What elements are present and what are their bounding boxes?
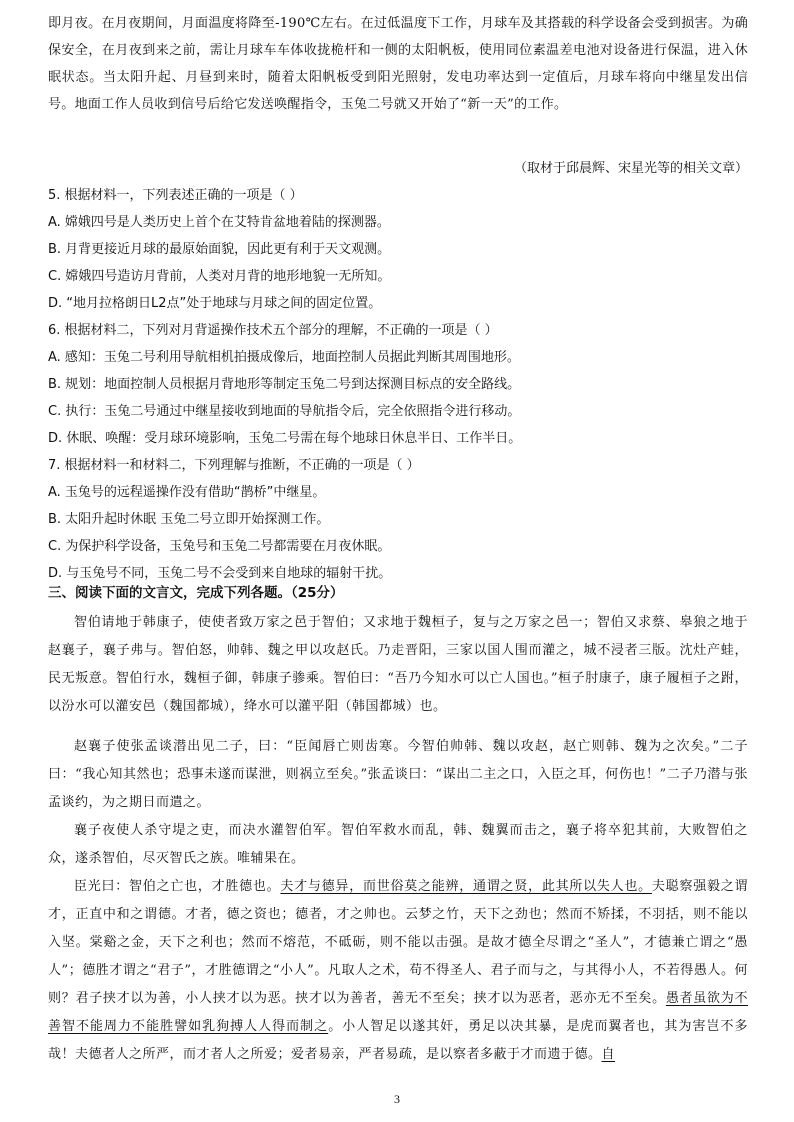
option-a: A. 感知：玉兔二号利用导航相机拍摄成像后，地面控制人员据此判断其周围地形。	[48, 350, 520, 365]
option-d: D. 与玉兔号不同，玉兔二号不会受到来自地球的辐射干扰。	[48, 566, 392, 581]
option-a: A. 嫦娥四号是人类历史上首个在艾特肯盆地着陆的探测器。	[48, 215, 390, 230]
page-number: 3	[394, 1092, 400, 1106]
classical-paragraph-3: 襄子夜使人杀守堤之吏，而决水灌智伯军。智伯军救水而乱，韩、魏翼而击之，襄子将卒犯其前，大败智伯之众，遂杀智伯，尽灭智氏之族。唯辅果在。	[48, 823, 748, 866]
underlined-sentence-1: 夫才与德异，而世俗莫之能辨，通谓之贤，此其所以失人也。	[280, 879, 652, 894]
option-b: B. 太阳升起时休眠 玉兔二号立即开始探测工作。	[48, 512, 330, 527]
classical-paragraph-2: 赵襄子使张孟谈潜出见二子，曰：“臣闻唇亡则齿寒。今智伯帅韩、魏以攻赵，赵亡则韩、魏为之次矣。”二子曰：“我心知其然也；恐事未遂而谋泄，则祸立至矣。”张孟谈曰：“谋出二主之口，入臣之耳，何伤也！”二子乃潜与张孟谈约，为之期日而遣之。	[48, 739, 748, 810]
underlined-sentence-2: 愚者虽欲为不善智不能周力不能胜譬如乳狗搏人人得而制之	[48, 991, 748, 1034]
commentary-intro: 臣光曰：智伯之亡也，才胜德也。	[74, 879, 281, 894]
question-stem: 6. 根据材料二，下列对月背遥操作技术五个部分的理解，不正确的一项是（ ）	[48, 323, 498, 338]
option-c: C. 执行：玉兔二号通过中继星接收到地面的导航指令后，完全依照指令进行移动。	[48, 404, 521, 419]
classical-paragraph-4	[48, 873, 748, 1069]
question-6	[48, 317, 748, 452]
commentary-body: 夫聪察强毅之谓才，正直中和之谓德。才者，德之资也；德者，才之帅也。云梦之竹，天下之劲也；然而不矫揉，不羽括，则不能以入坚。棠谿之金，天下之利也；然而不熔范，不砥砺，则不能以击强。是故才德全尽谓之“圣人”，才德兼亡谓之“愚人”；德胜才谓之“君子”，才胜德谓之“小人”。凡取人之术，苟不得圣人、君子而与之，与其得小人，不若得愚人。何则？君子挟才以为善，小人挟才以为恶。挟才以为善者，善无不至矣；挟才以为恶者，恶亦无不至矣。	[48, 879, 748, 1006]
commentary-end: 。小人智足以遂其奸，勇足以决其暴，是虎而翼者也，其为害岂不多哉！夫德者人之所严，而才者人之所爱；爱者易亲，严者易疏，是以察者多蔽于才而遗于德。	[48, 1019, 748, 1062]
underlined-sentence-3: 自	[601, 1047, 616, 1062]
classical-paragraph-1: 智伯请地于韩康子，使使者致万家之邑于智伯；又求地于魏桓子，复与之万家之邑一；智伯又求蔡、皋狼之地于赵襄子，襄子弗与。智伯怒，帅韩、魏之甲以攻赵氏。乃走晋阳，三家以国人围而灌之，城不浸者三版。沈灶产蛙，民无叛意。智伯行水，魏桓子御，韩康子骖乘。智伯曰：“吾乃今知水可以亡人国也。”桓子肘康子，康子履桓子之跗，以汾水可以灌安邑（魏国都城），绛水可以灌平阳（韩国都城）也。	[48, 615, 748, 714]
option-a: A. 玉兔号的远程遥操作没有借助“鹊桥”中继星。	[48, 485, 326, 500]
option-c: C. 为保护科学设备，玉兔号和玉兔二号都需要在月夜休眠。	[48, 539, 391, 554]
option-c: C. 嫦娥四号造访月背前，人类对月背的地形地貌一无所知。	[48, 269, 391, 284]
section-heading: 三、阅读下面的文言文，完成下列各题。（25分）	[48, 585, 344, 601]
source-citation: （取材于邱晨辉、宋星光等的相关文章）	[513, 161, 748, 176]
option-d: D. 休眠、唤醒：受月球环境影响，玉兔二号需在每个地球日休息半日、工作半日。	[48, 431, 522, 446]
question-stem: 5. 根据材料一，下列表述正确的一项是（ ）	[48, 188, 303, 203]
question-5	[48, 182, 748, 317]
option-b: B. 规划：地面控制人员根据月背地形等制定玉兔二号到达探测目标点的安全路线。	[48, 377, 521, 392]
option-d: D. “地月拉格朗日L2点”处于地球与月球之间的固定位置。	[48, 296, 382, 311]
option-b: B. 月背更接近月球的最原始面貌，因此更有利于天文观测。	[48, 242, 391, 257]
question-stem: 7. 根据材料一和材料二，下列理解与推断，不正确的一项是（ ）	[48, 458, 420, 473]
passage-continuation: 即月夜。在月夜期间，月面温度将降至-190℃左右。在过低温度下工作，月球车及其搭载的科学设备会受到损害。为确保安全，在月夜到来之前，需让月球车车体收拢桅杆和一侧的太阳帆板，使用同位素温差电池对设备进行保温，进入休眠状态。当太阳升起、月昼到来时，随着太阳帆板受到阳光照射，发电功率达到一定值后，月球车将向中继星发出信号。地面工作人员收到信号后给它发送唤醒指令，玉兔二号就又开始了“新一天”的工作。	[48, 16, 748, 112]
question-7	[48, 452, 748, 587]
